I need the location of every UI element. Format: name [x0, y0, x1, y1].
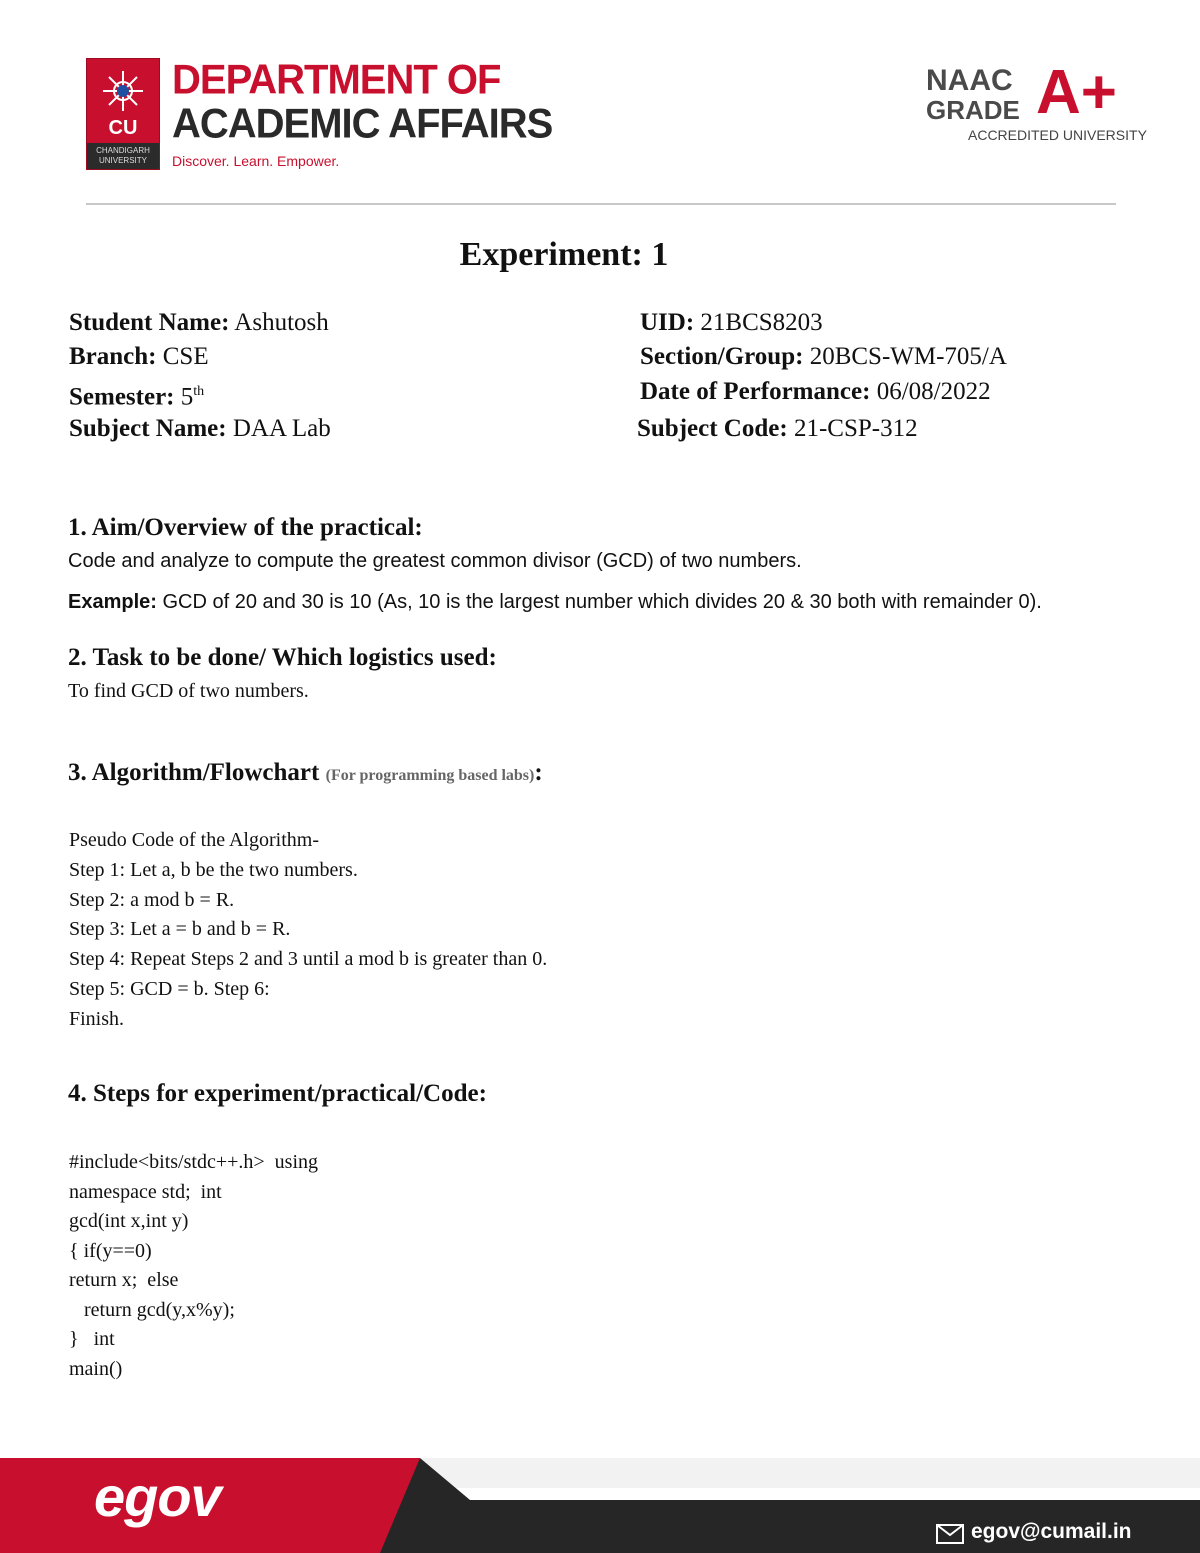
- page-title: Experiment: 1: [459, 236, 669, 273]
- naac-logo-grade: GRADE: [926, 95, 1020, 125]
- semester-row: Semester: 5th: [69, 383, 205, 411]
- student-name-row: Student Name: Ashutosh: [69, 309, 329, 336]
- code-block: [69, 1148, 318, 1384]
- pseudo-code-line: Step 3: Let a = b and b = R.: [69, 918, 291, 941]
- pseudo-code-line: Pseudo Code of the Algorithm-: [69, 829, 319, 851]
- accredited-university: ACCREDITED UNIVERSITY: [968, 127, 1147, 143]
- footer-email: egov@cumail.in: [971, 1520, 1132, 1543]
- pseudo-code-line: Finish.: [69, 1007, 125, 1030]
- code-line: main(): [69, 1357, 123, 1380]
- task-text: To find GCD of two numbers.: [68, 680, 309, 702]
- code-line: } int: [69, 1328, 115, 1350]
- header-divider: [86, 203, 1116, 205]
- pseudo-code-line: Step 1: Let a, b be the two numbers.: [69, 858, 358, 881]
- code-line: return gcd(y,x%y);: [69, 1298, 235, 1321]
- dept-title-line2: ACADEMIC AFFAIRS: [172, 100, 553, 148]
- logo-cu-text: CU: [108, 117, 138, 139]
- code-line: namespace std; int: [69, 1180, 222, 1203]
- subject-code-row: Subject Code: 21-CSP-312: [637, 415, 918, 442]
- section-row: Section/Group: 20BCS-WM-705/A: [640, 343, 1007, 370]
- subject-name-row: Subject Name: DAA Lab: [69, 415, 331, 442]
- branch-row: Branch: CSE: [69, 343, 209, 370]
- steps-heading: 4. Steps for experiment/practical/Code:: [68, 1080, 487, 1107]
- naac-logo-naac: NAAC: [926, 64, 1013, 97]
- logo-university-text: CHANDIGARH UNIVERSITY: [87, 143, 159, 169]
- naac-grade-mark: A+: [1036, 58, 1117, 127]
- dept-title-line1: DEPARTMENT OF: [172, 56, 501, 104]
- pseudo-code-line: Step 4: Repeat Steps 2 and 3 until a mod b is greater than 0.: [69, 948, 548, 971]
- pseudo-code-line: Step 2: a mod b = R.: [69, 888, 235, 911]
- pseudo-code-line: Step 5: GCD = b. Step 6:: [69, 977, 270, 1000]
- tagline: Discover. Learn. Empower.: [172, 153, 340, 169]
- egov-logo: egov: [94, 1465, 221, 1528]
- email-icon: [936, 1524, 964, 1544]
- algo-note: (For programming based labs): [325, 767, 535, 784]
- task-heading: 2. Task to be done/ Which logistics used:: [68, 644, 497, 671]
- code-line: return x; else: [69, 1269, 179, 1291]
- algo-heading: 3. Algorithm/Flowchart (For programming based labs):: [68, 759, 543, 786]
- cu-logo: [86, 58, 160, 170]
- code-line: #include<bits/stdc++.h> using: [69, 1151, 318, 1173]
- pseudo-code-block: [69, 826, 547, 1035]
- date-row: Date of Performance: 06/08/2022: [640, 378, 991, 405]
- code-line: gcd(int x,int y): [69, 1210, 189, 1232]
- code-line: { if(y==0): [69, 1239, 152, 1262]
- cu-emblem-icon: [99, 67, 147, 115]
- aim-heading: 1. Aim/Overview of the practical:: [68, 514, 423, 541]
- aim-text: Code and analyze to compute the greatest common divisor (GCD) of two numbers.: [68, 550, 802, 572]
- uid-row: UID: 21BCS8203: [640, 309, 823, 336]
- example-line: Example: GCD of 20 and 30 is 10 (As, 10 is the largest number which divides 20 & 30 both with remainder 0).: [68, 591, 1042, 613]
- footer-band: [0, 1458, 1200, 1553]
